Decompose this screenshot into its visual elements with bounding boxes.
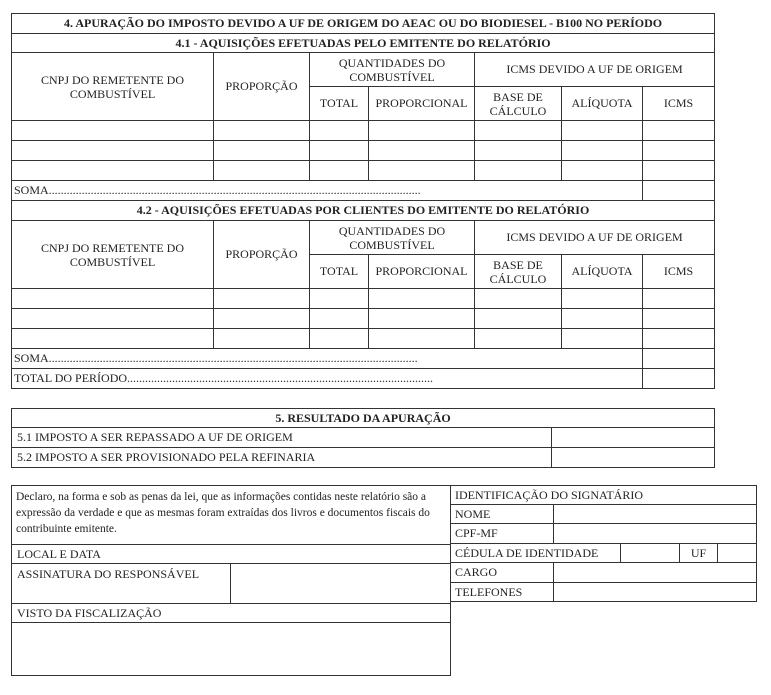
cell[interactable] bbox=[369, 289, 475, 309]
cell[interactable] bbox=[643, 309, 715, 329]
header-base-calculo: BASE DE CÁLCULO bbox=[475, 255, 562, 289]
result-item-value[interactable] bbox=[552, 428, 715, 448]
soma-value[interactable] bbox=[643, 181, 715, 201]
section-4-title: 4. APURAÇÃO DO IMPOSTO DEVIDO A UF DE ORIGEM DO AEAC OU DO BIODIESEL - B100 NO PERÍODO bbox=[12, 14, 715, 34]
table-row bbox=[12, 121, 715, 141]
table-row bbox=[12, 289, 715, 309]
cell[interactable] bbox=[562, 121, 643, 141]
cell[interactable] bbox=[310, 329, 369, 349]
cargo-field[interactable] bbox=[554, 563, 757, 583]
cell[interactable] bbox=[214, 121, 310, 141]
cell[interactable] bbox=[214, 141, 310, 161]
visto-field[interactable] bbox=[12, 623, 451, 676]
section-5-title: 5. RESULTADO DA APURAÇÃO bbox=[12, 409, 715, 428]
header-total: TOTAL bbox=[310, 87, 369, 121]
cell[interactable] bbox=[369, 329, 475, 349]
header-proporcional: PROPORCIONAL bbox=[369, 87, 475, 121]
total-periodo-value[interactable] bbox=[643, 369, 715, 389]
cell[interactable] bbox=[12, 329, 214, 349]
nome-field[interactable] bbox=[554, 505, 757, 524]
result-item-label: 5.1 IMPOSTO A SER REPASSADO A UF DE ORIGEM bbox=[12, 428, 552, 448]
header-base-calculo: BASE DE CÁLCULO bbox=[475, 87, 562, 121]
header-proporcao: PROPORÇÃO bbox=[214, 221, 310, 289]
table-row bbox=[12, 329, 715, 349]
header-quantidades: QUANTIDADES DO COMBUSTÍVEL bbox=[310, 221, 475, 255]
cell[interactable] bbox=[643, 161, 715, 181]
header-aliquota: ALÍQUOTA bbox=[562, 255, 643, 289]
cell[interactable] bbox=[643, 289, 715, 309]
cell[interactable] bbox=[562, 329, 643, 349]
soma-value[interactable] bbox=[643, 349, 715, 369]
cpf-label: CPF-MF bbox=[451, 524, 554, 544]
soma-label: SOMA............................................................................................................................ bbox=[12, 181, 643, 201]
header-total: TOTAL bbox=[310, 255, 369, 289]
table-row bbox=[12, 141, 715, 161]
telefones-field[interactable] bbox=[554, 583, 757, 602]
section-4-table bbox=[11, 13, 715, 389]
cell[interactable] bbox=[562, 309, 643, 329]
header-cnpj: CNPJ DO REMETENTE DO COMBUSTÍVEL bbox=[12, 221, 214, 289]
section-5-table bbox=[11, 408, 715, 468]
cell[interactable] bbox=[475, 141, 562, 161]
signatory-title: IDENTIFICAÇÃO DO SIGNATÁRIO bbox=[451, 486, 757, 505]
cell[interactable] bbox=[369, 141, 475, 161]
cell[interactable] bbox=[562, 141, 643, 161]
cell[interactable] bbox=[643, 329, 715, 349]
assinatura-label: ASSINATURA DO RESPONSÁVEL bbox=[12, 564, 231, 604]
cell[interactable] bbox=[369, 309, 475, 329]
result-item-label: 5.2 IMPOSTO A SER PROVISIONADO PELA REFINARIA bbox=[12, 448, 552, 468]
header-icms-devido: ICMS DEVIDO A UF DE ORIGEM bbox=[475, 53, 715, 87]
telefones-label: TELEFONES bbox=[451, 583, 554, 602]
cell[interactable] bbox=[214, 329, 310, 349]
header-icms-devido: ICMS DEVIDO A UF DE ORIGEM bbox=[475, 221, 715, 255]
cell[interactable] bbox=[12, 141, 214, 161]
uf-label: UF bbox=[680, 544, 718, 563]
cell[interactable] bbox=[369, 161, 475, 181]
section-41-title: 4.1 - AQUISIÇÕES EFETUADAS PELO EMITENTE DO RELATÓRIO bbox=[12, 34, 715, 53]
cell[interactable] bbox=[643, 121, 715, 141]
cell[interactable] bbox=[475, 289, 562, 309]
cell[interactable] bbox=[369, 121, 475, 141]
uf-field[interactable] bbox=[718, 544, 757, 563]
cell[interactable] bbox=[562, 161, 643, 181]
cell[interactable] bbox=[214, 161, 310, 181]
cell[interactable] bbox=[310, 161, 369, 181]
declaration-text: Declaro, na forma e sob as penas da lei, que as informações contidas neste relatório são a expressão da verdade e que as mesmas foram extraídas dos livros e documentos fiscais do contribuinte emitente. bbox=[12, 486, 451, 545]
signatory-table bbox=[450, 485, 757, 602]
header-proporcao: PROPORÇÃO bbox=[214, 53, 310, 121]
header-proporcional: PROPORCIONAL bbox=[369, 255, 475, 289]
cargo-label: CARGO bbox=[451, 563, 554, 583]
table-row bbox=[12, 161, 715, 181]
assinatura-field[interactable] bbox=[231, 564, 451, 604]
cell[interactable] bbox=[310, 141, 369, 161]
cell[interactable] bbox=[310, 309, 369, 329]
section-42-title: 4.2 - AQUISIÇÕES EFETUADAS POR CLIENTES DO EMITENTE DO RELATÓRIO bbox=[12, 201, 715, 221]
cell[interactable] bbox=[12, 121, 214, 141]
header-icms: ICMS bbox=[643, 87, 715, 121]
cell[interactable] bbox=[214, 309, 310, 329]
cell[interactable] bbox=[475, 309, 562, 329]
cpf-field[interactable] bbox=[554, 524, 757, 544]
cell[interactable] bbox=[12, 161, 214, 181]
soma-label: SOMA........................................................................................................................... bbox=[12, 349, 643, 369]
cell[interactable] bbox=[310, 289, 369, 309]
cell[interactable] bbox=[12, 309, 214, 329]
cell[interactable] bbox=[643, 141, 715, 161]
table-row bbox=[12, 309, 715, 329]
local-data-label: LOCAL E DATA bbox=[12, 545, 451, 564]
cell[interactable] bbox=[562, 289, 643, 309]
cell[interactable] bbox=[214, 289, 310, 309]
cedula-label: CÉDULA DE IDENTIDADE bbox=[451, 544, 621, 563]
header-cnpj: CNPJ DO REMETENTE DO COMBUSTÍVEL bbox=[12, 53, 214, 121]
total-periodo-label: TOTAL DO PERÍODO...................................................................................................... bbox=[12, 369, 643, 389]
visto-label: VISTO DA FISCALIZAÇÃO bbox=[12, 604, 451, 623]
cell[interactable] bbox=[12, 289, 214, 309]
cell[interactable] bbox=[475, 329, 562, 349]
cedula-field[interactable] bbox=[621, 544, 680, 563]
header-icms: ICMS bbox=[643, 255, 715, 289]
cell[interactable] bbox=[475, 161, 562, 181]
result-item-value[interactable] bbox=[552, 448, 715, 468]
header-aliquota: ALÍQUOTA bbox=[562, 87, 643, 121]
header-quantidades: QUANTIDADES DO COMBUSTÍVEL bbox=[310, 53, 475, 87]
cell[interactable] bbox=[475, 121, 562, 141]
nome-label: NOME bbox=[451, 505, 554, 524]
declaration-table bbox=[11, 485, 451, 676]
cell[interactable] bbox=[310, 121, 369, 141]
